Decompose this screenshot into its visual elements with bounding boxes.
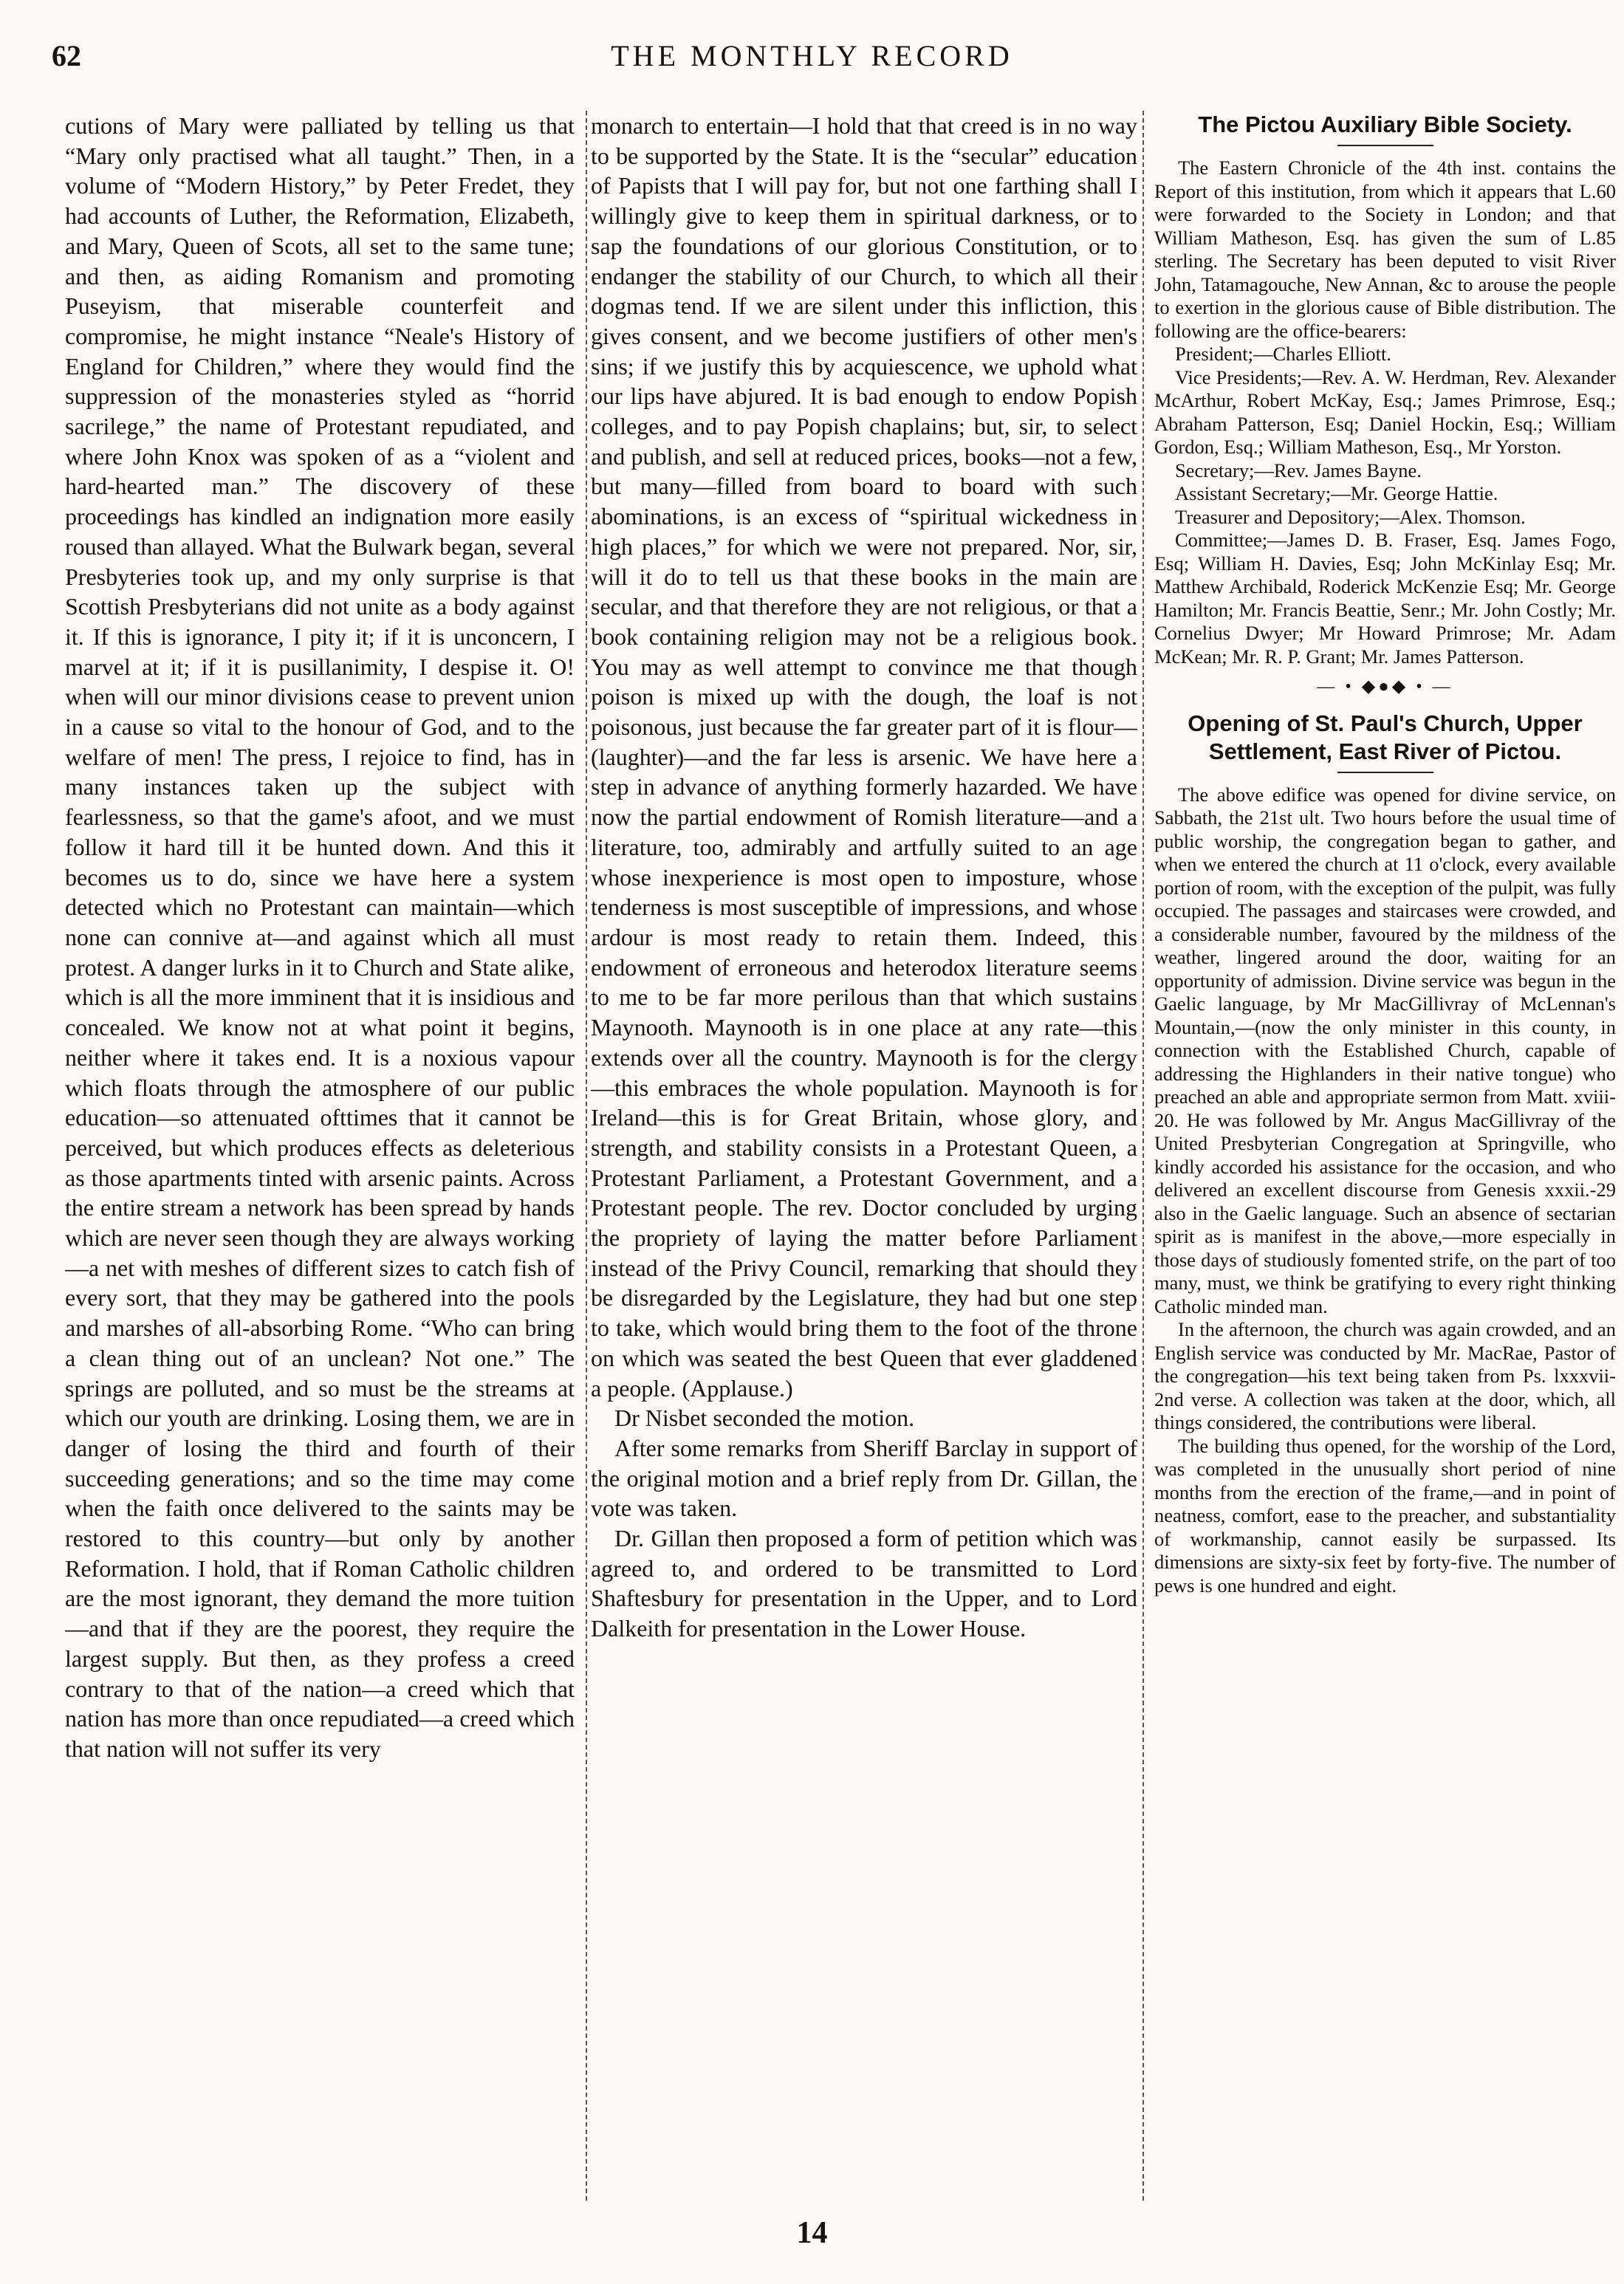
column-right: [1154, 111, 1616, 2201]
office-bearer-president: President;—Charles Elliott.: [1175, 343, 1391, 365]
office-bearers-list: [1154, 343, 1616, 668]
text-columns: [65, 111, 1616, 2201]
office-bearer-assistant-secretary: Assistant Secretary;—Mr. George Hattie.: [1175, 482, 1498, 504]
section-ornament: — • ◆●◆ • —: [1317, 677, 1453, 696]
page-number: 62: [52, 39, 81, 72]
article-title-church-opening: Opening of St. Paul's Church, Upper Settlement, East River of Pictou.: [1188, 710, 1583, 764]
paragraph: Dr. Gillan then proposed a form of petition which was agreed to, and ordered to be transmitted to Lord Shaftesbury for presentation in the Upper, and to Lord Dalkeith for presentation in the Lower House.: [591, 1525, 1137, 1642]
paragraph: The above edifice was opened for divine service, on Sabbath, the 21st ult. Two hours before the usual time of public worship, the congregation began to gather, and when we entered the church at 11 o'clock, every available portion of room, with the exception of the pulpit, was fully occupied. The passages and staircases were crowded, and a considerable number, favoured by the mildness of the weather, lingered around the door, waiting for an opportunity of admission. Divine service was begun in the Gaelic language, by Mr MacGillivray of McLennan's Mountain,—(now the only minister in this county, in connection with the Established Church, capable of addressing the Highlanders in their native tongue) who preached an able and appropriate sermon from Matt. xviii-20. He was followed by Mr. Angus MacGillivray of the United Presbyterian Congregation at Springville, who kindly accorded his assistance for the occasion, and who delivered an excellent discourse from Genesis xxxii.-29 also in the Gaelic language. Such an absence of sectarian spirit as is manifest in the above,—more especially in those days of studiously fomented strife, on the part of too many, must, we think be gratifying to every right thinking Catholic minded man.: [1154, 783, 1616, 1317]
title-rule: [1337, 772, 1433, 773]
title-rule: [1337, 145, 1433, 146]
office-bearer-treasurer: Treasurer and Depository;—Alex. Thomson.: [1175, 505, 1526, 528]
running-header: [52, 38, 1572, 83]
office-bearer-vice-presidents: Vice Presidents;—Rev. A. W. Herdman, Rev. Alexander McArthur, Robert McKay, Esq.; James Primrose, Esq.; Abraham Patterson, Esq; Daniel Hockin, Esq.; William Gordon, Esq.; William Matheson, Esq., Mr Yorston.: [1154, 366, 1616, 458]
column-middle: [591, 111, 1137, 2201]
running-title: THE MONTHLY RECORD: [611, 39, 1013, 72]
column-left: [65, 111, 575, 2201]
signature-mark: 14: [796, 2216, 828, 2250]
paragraph: cutions of Mary were palliated by telling us that “Mary only practised what all taught.” Then, in a volume of “Modern History,” by Peter Fredet, they had accounts of Luther, the Reformation, Elizabeth, and Mary, Queen of Scots, all set to the same tune; and then, as aiding Romanism and promoting Puseyism, that miserable counterfeit and compromise, he might instance “Neale's History of England for Children,” where they would find the suppression of the monasteries styled as “horrid sacrilege,” the name of Protestant repudiated, and where John Knox was spoken of as a “violent and hard-hearted man.” The discovery of these proceedings has kindled an indignation more easily roused than allayed. What the Bulwark began, several Presbyteries took up, and my only surprise is that Scottish Presbyterians did not unite as a body against it. If this is ignorance, I pity it; if it is unconcern, I marvel at it; if it is pusillanimity, I despise it. O! when will our minor divisions cease to prevent union in a cause so vital to the honour of God, and to the welfare of men! The press, I rejoice to find, has in many instances taken up the subject with fearlessness, so that the game's afoot, and we must follow it hard till it be hunted down. And this it becomes us to do, since we have here a system detected which no Protestant can maintain—which none can connive at—and against which all must protest. A danger lurks in it to Church and State alike, which is all the more imminent that it is insidious and concealed. We know not at what point it begins, neither where it takes end. It is a noxious vapour which floats through the atmosphere of our public education—so attenuated ofttimes that it cannot be perceived, but which produces effects as deleterious as those apartments tinted with arsenic paints. Across the entire stream a network has been spread by hands which are never seen though they are always working—a net with meshes of different sizes to catch fish of every sort, that they may be gathered into the pools and marshes of all-absorbing Rome. “Who can bring a clean thing out of an unclean? Not one.” The springs are polluted, and so must be the streams at which our youth are drinking. Losing them, we are in danger of losing the third and fourth of their succeeding generations; and so the time may come when the faith once delivered to the saints may be restored to this country—but only by another Reformation. I hold, that if Roman Catholic children are the most ignorant, they demand the more tuition—and that if they are the poorest, they require the largest supply. But then, as they profess a creed contrary to that of the nation—a creed which that nation has more than once repudiated—a creed which that nation will not suffer its very: [65, 112, 575, 1762]
paragraph: In the afternoon, the church was again crowded, and an English service was conducted by Mr. MacRae, Pastor of the congregation—his text being taken from Ps. lxxxvii-2nd verse. A collection was taken at the door, which, all things considered, the contributions were liberal.: [1154, 1318, 1616, 1433]
article-title-bible-society: The Pictou Auxiliary Bible Society.: [1198, 112, 1572, 137]
paragraph: After some remarks from Sheriff Barclay in support of the original motion and a brief reply from Dr. Gillan, the vote was taken.: [591, 1434, 1137, 1522]
paragraph: The Eastern Chronicle of the 4th inst. contains the Report of this institution, from which it appears that L.60 were forwarded to the Society in London; and that William Matheson, Esq. has given the sum of L.85 sterling. The Secretary has been deputed to visit River John, Tatamagouche, New Annan, &c to arouse the people to exertion in the glorious cause of Bible distribution. The following are the office-bearers:: [1154, 157, 1616, 342]
paragraph: Dr Nisbet seconded the motion.: [614, 1405, 915, 1432]
paragraph: monarch to entertain—I hold that that creed is in no way to be supported by the State. It is the “secular” education of Papists that I will pay for, but not one farthing shall I willingly give to keep them in spiritual darkness, or to sap the foundations of our glorious Constitution, or to endanger the stability of our Church, to which all their dogmas tend. If we are silent under this infliction, this gives consent, and we become justifiers of other men's sins; if we justify this by acquiescence, we uphold what our lips have abjured. It is bad enough to endow Popish colleges, and to pay Popish chaplains; but, sir, to select and publish, and sell at reduced prices, books—not a few, but many—filled from board to board with such abominations, is an excess of “spiritual wickedness in high places,” for which we were not prepared. Nor, sir, will it do to tell us that these books in the main are secular, and that therefore they are not religious, or that a book containing religion may not be a religious book. You may as well attempt to convince me that though poison is mixed up with the dough, the loaf is not poisonous, just because the far greater part of it is flour—(laughter)—and the far less is arsenic. We have here a step in advance of anything formerly hazarded. We have now the partial endowment of Romish literature—and a literature, too, admirably and artfully suited to an age whose inexperience is most open to imposture, whose tenderness is most susceptible of impressions, and whose ardour is most ready to retain them. Indeed, this endowment of erroneous and heterodox literature seems to me to be far more perilous than that which sustains Maynooth. Maynooth is in one place at any rate—this extends over all the country. Maynooth is for the clergy—this embraces the whole population. Maynooth is for Ireland—this is for Great Britain, whose glory, and strength, and stability consists in a Protestant Queen, a Protestant Parliament, a Protestant Government, and a Protestant people. The rev. Doctor concluded by urging the propriety of laying the matter before Parliament instead of the Privy Council, remarking that should they be disregarded by the Legislature, they had but one step to take, which would bring them to the foot of the throne on which was seated the best Queen that ever gladdened a people. (Applause.): [591, 112, 1137, 1402]
office-bearer-committee: Committee;—James D. B. Fraser, Esq. James Fogo, Esq; William H. Davies, Esq; John McKinlay Esq; Mr. Matthew Archibald, Roderick McKenzie Esq; Mr. George Hamilton; Mr. Francis Beattie, Senr.; Mr. John Costly; Mr. Cornelius Dwyer; Mr Howard Primrose; Mr. Adam McKean; Mr. R. P. Grant; Mr. James Patterson.: [1154, 529, 1616, 668]
office-bearer-secretary: Secretary;—Rev. James Bayne.: [1175, 459, 1422, 481]
paragraph: The building thus opened, for the worship of the Lord, was completed in the unusually short period of nine months from the erection of the frame,—and in point of neatness, comfort, ease to the preacher, and substantiality of workmanship, cannot easily be surpassed. Its dimensions are sixty-six feet by forty-five. The number of pews is one hundred and eight.: [1154, 1434, 1616, 1597]
